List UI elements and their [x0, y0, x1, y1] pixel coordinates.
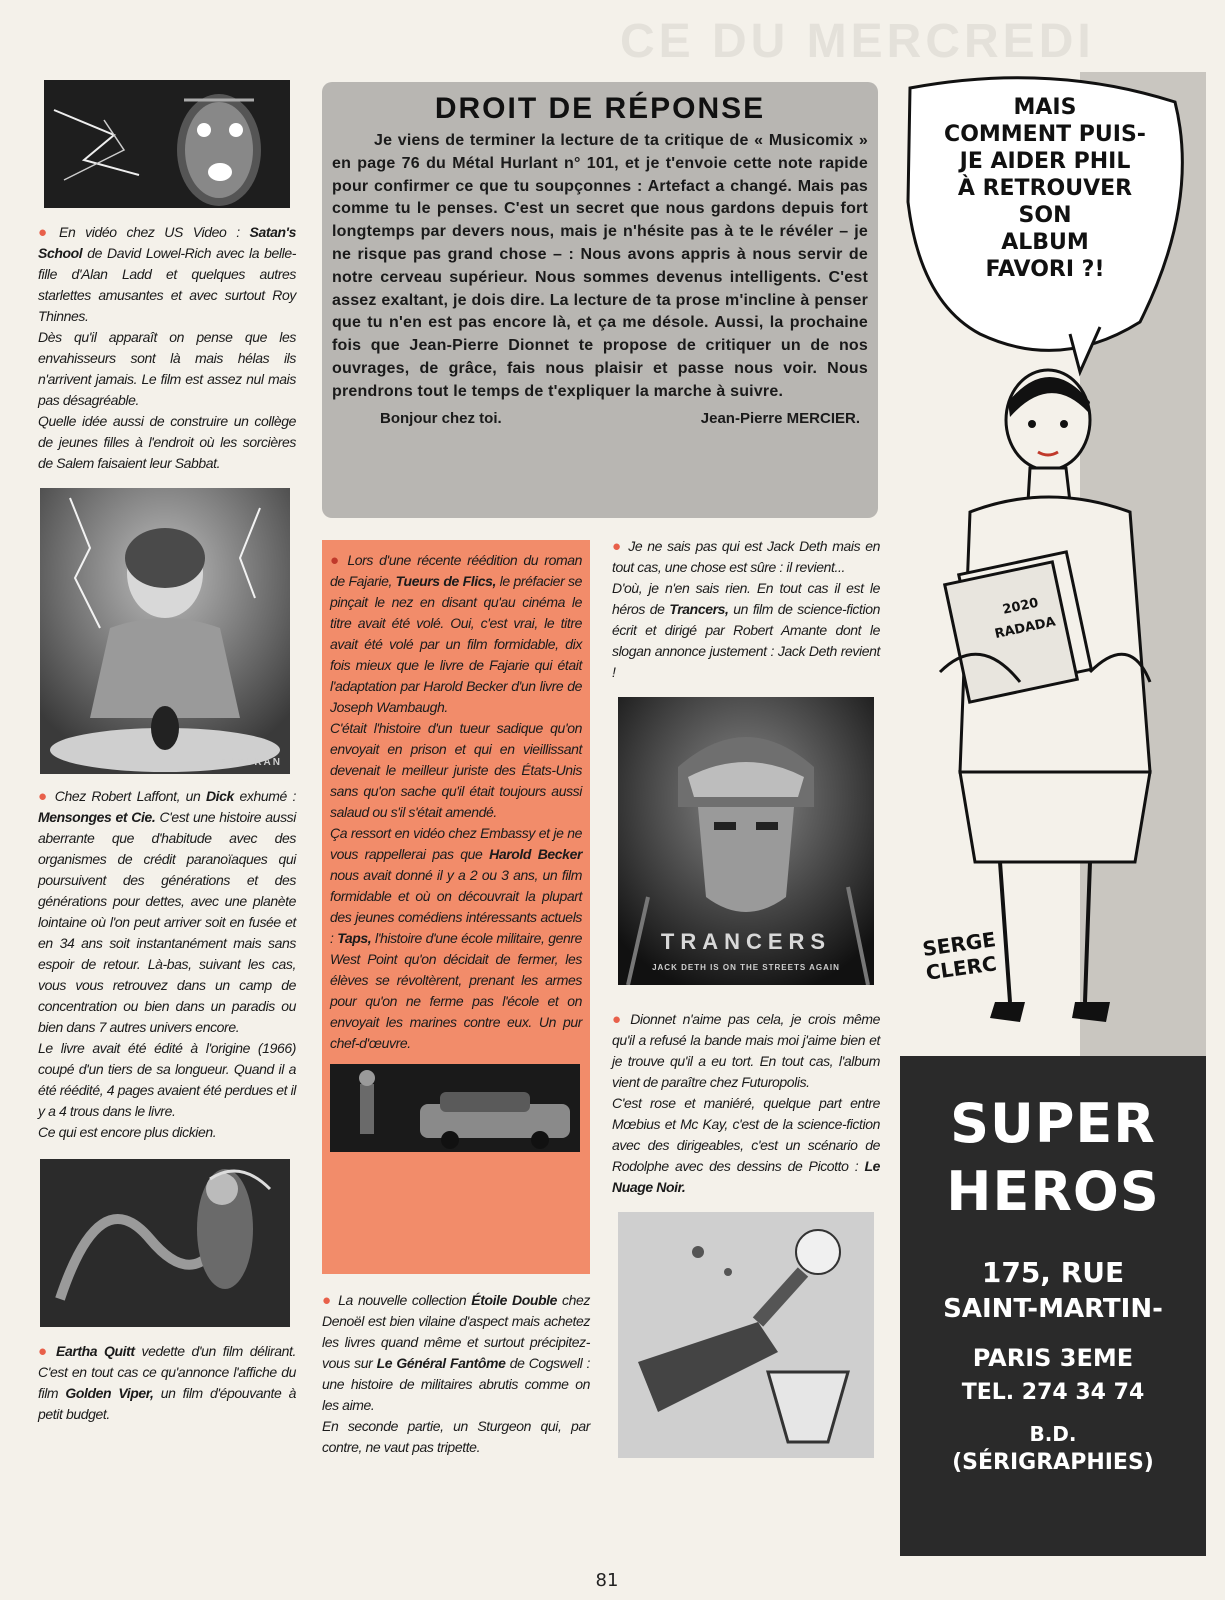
ad-serigraphies: (SÉRIGRAPHIES) — [952, 1450, 1154, 1475]
text: Dionnet n'aime pas cela, je crois même qu'il a refusé la bande mais moi j'aime bien et je trouve qu'il a eu tort. En tout cas, l'album vient de paraître chez Futuropolis. — [612, 1011, 880, 1090]
boy-storm-illustration — [40, 488, 290, 774]
paragraph: C'était l'histoire d'un tueur sadique qu'on envoyait en prison et qui en vieillissant devenait le meilleur juriste des États-Unis sans qu'on sache qu'il était toujours aussi salaud ou s'il s'était amendé. — [330, 720, 582, 820]
photo-trancers-poster — [618, 697, 874, 985]
paragraph: Le livre avait été édité à l'origine (1966) coupé d'un tiers de sa longueur. Quand il a été réédité, 4 pages avaient été perdues et il y a 4 trous dans le livre. — [38, 1040, 296, 1119]
director-name: Harold Becker — [489, 846, 583, 862]
ad-city: PARIS 3EME — [972, 1344, 1134, 1372]
speech-bubble-text — [920, 94, 1170, 283]
droit-signoff — [332, 410, 868, 427]
text: C'est une histoire aussi aberrante que d'habitude avec des organismes de crédit paranoïaques qui poursuivent des générations et des générations pour dettes, avec une planète lointaine où l'on peut arriver soit en fusée et en 34 ans soit instantanément mais sans espoir de retour. Là-bas, suivant les cas, vous vous retrouvez dans un camp de concentration ou bien dans un paradis ou bien dans 7 autres univers encore. — [38, 809, 296, 1035]
article-etoile-double — [322, 1290, 590, 1458]
text: En vidéo chez US Video : — [59, 224, 250, 240]
bubble-line: MAIS — [1013, 95, 1077, 120]
ad-phone: TEL. 274 34 74 — [961, 1380, 1145, 1405]
photo-golden-viper — [40, 1159, 290, 1327]
article-tueurs-de-flics — [330, 550, 582, 1054]
photo-nuage-noir — [618, 1212, 874, 1458]
artist-signature — [921, 927, 1001, 985]
bottle-glass-illustration — [618, 1212, 874, 1458]
super-heros-ad — [900, 1056, 1206, 1556]
bullet-icon: ● — [612, 538, 623, 555]
text: un film de science-fiction écrit et dirigé par Robert Amante dont le slogan annonce justement : Jack Deth revient ! — [612, 601, 880, 680]
album-line: RADADA — [993, 614, 1057, 643]
film-title: Taps, — [337, 930, 372, 946]
bullet-icon: ● — [330, 552, 342, 569]
text: de Cogswell : une histoire de militaires abrutis comme on les aime. — [322, 1355, 590, 1413]
etoile-column — [322, 1290, 590, 1458]
bullet-icon: ● — [612, 1011, 625, 1028]
text: C'est rose et maniéré, quelque part entre Mœbius et Mc Kay, c'est de la science-fiction avec des dirigeables, c'est un scénario de Rodolphe avec des dessins de Picotto : — [612, 1095, 880, 1174]
text: Chez Robert Laffont, un — [54, 788, 206, 804]
ad-bd: B.D. — [1029, 1422, 1077, 1446]
photo-police-car — [330, 1064, 580, 1152]
droit-letter: Je viens de terminer la lecture de ta critique de « Musicomix » en page 76 du Métal Hurlant n° 101, et je t'envoie cette note rapide pour confirmer ce que tu soupçonnes : Artefact a changé. Mais pas comme tu le penses. C'est un secret que nous gardons depuis fort longtemps par devers nous, mais je n'hésite pas à te le révéler – je ne risque pas grand chose – : Nous avons appris à nous servir de notre cerveau supérieur. Nous sommes devenus intelligents. C'est assez exaltant, je dois dire. La lecture de ta prose m'incline à penser que tu n'en est pas encore là, et ça me désole. Aussi, la prochaine fois que Jean-Pierre Dionnet te propose de critiquer un de nos ouvrages, de grâce, fais nous plaisir et passe nous voir. Nous prendrons tout le temps de t'expliquer la marche à suivre. — [332, 132, 868, 400]
bullet-icon: ● — [38, 788, 49, 805]
right-text-column — [612, 536, 880, 1458]
ad-address-1: 175, RUE — [981, 1256, 1125, 1289]
photo-caption: FUTURAN — [219, 757, 282, 768]
text: La nouvelle collection — [338, 1292, 472, 1308]
text: un film d'épouvante à petit budget. — [38, 1385, 296, 1422]
bullet-icon: ● — [38, 224, 54, 241]
article-eartha-quitt — [38, 1341, 296, 1425]
droit-de-reponse-box — [322, 82, 878, 518]
photo-satans-school — [44, 80, 290, 208]
collection-title: Étoile Double — [471, 1292, 558, 1308]
text: vedette d'un film délirant. C'est en tout cas ce qu'annonce l'affiche du film — [38, 1343, 296, 1401]
text: nous avait donné il y a 2 ou 3 ans, un film formidable et où on découvrait la plupart des jeunes comédiens intéressants actuels : — [330, 867, 582, 946]
bubble-line: FAVORI ?! — [985, 257, 1105, 282]
bubble-line: COMMENT PUIS- — [944, 122, 1146, 147]
text: l'histoire d'une école militaire, genre West Point qu'on décidait de fermer, les élèves se révoltèrent, prenant les armes pour qu'on ne ferme pas l'école et on envoyait les marines contre eux. Un pur chef-d'œuvre. — [330, 930, 582, 1051]
greeting: Bonjour chez toi. — [380, 409, 502, 427]
text: chez Denoël est bien vilaine d'aspect mais achetez les livres quand même et surtout précipitez-vous sur — [322, 1292, 591, 1371]
photo-futuran-poster — [40, 488, 290, 774]
author-name: Dick — [205, 788, 234, 804]
bullet-icon: ● — [38, 1343, 51, 1360]
film-title: Golden Viper, — [65, 1385, 154, 1401]
artist-line: SERGE — [921, 927, 998, 962]
paragraph: En seconde partie, un Sturgeon qui, par contre, ne vaut pas tripette. — [322, 1418, 590, 1455]
album-line: 2020 — [1001, 595, 1040, 618]
trancers-title: TRANCERS — [660, 929, 832, 954]
article-satans-school — [38, 222, 296, 474]
text: D'où, je n'en sais rien. En tout cas il est le héros de — [612, 580, 880, 617]
article-nuage-noir — [612, 1009, 880, 1198]
paragraph: Ce qui est encore plus dickien. — [38, 1124, 217, 1140]
bullet-icon: ● — [322, 1292, 333, 1309]
ad-line-heros: HEROS — [946, 1160, 1160, 1223]
droit-title: DROIT DE RÉPONSE — [434, 92, 766, 125]
text: Ça ressort en vidéo chez Embassy et je ne vous rappellerai pas que — [330, 825, 582, 862]
ad-line-super: SUPER — [950, 1092, 1156, 1155]
film-title: Satan's School — [38, 224, 296, 261]
article-mensonges — [38, 786, 296, 1143]
bubble-line: À RETROUVER — [957, 176, 1133, 201]
text: le préfacier se pinçait le nez en disant qu'au cinéma le titre avait été volé. Oui, c'est vrai, le titre avait été volé par un film formidable, dix fois mieux que le livre de Fajarie qui était l'adaptation par Harold Becker d'un livre de Joseph Wambaugh. — [330, 573, 583, 715]
orange-box — [322, 540, 590, 1274]
text: Je ne sais pas qui est Jack Deth mais en tout cas, une chose est sûre : il revient... — [612, 538, 880, 575]
trancers-tagline: JACK DETH IS ON THE STREETS AGAIN — [652, 963, 840, 972]
signature: Jean-Pierre MERCIER. — [700, 409, 860, 427]
bubble-line: SON — [1018, 203, 1072, 228]
film-title: Trancers, — [669, 601, 729, 617]
text: exhumé : — [233, 788, 296, 804]
text: Lors d'une récente réédition du roman de Fajarie, — [330, 552, 582, 589]
page-number: 81 — [595, 1570, 619, 1591]
police-car-illustration — [330, 1064, 580, 1152]
article-jack-deth — [612, 536, 880, 683]
actress-name: Eartha Quitt — [56, 1343, 135, 1359]
bubble-line: JE AIDER PHIL — [959, 149, 1131, 174]
book-title: Mensonges et Cie. — [38, 809, 156, 825]
book-title: Le Général Fantôme — [376, 1355, 506, 1371]
book-title: Tueurs de Flics, — [395, 573, 496, 589]
ghost-header: CE DU MERCREDI — [620, 15, 1095, 68]
left-column — [38, 80, 296, 1425]
snake-woman-illustration — [40, 1159, 290, 1327]
paragraph: Quelle idée aussi de construire un collège de jeunes filles à l'endroit où les sorcières de Salem faisaient leur Sabbat. — [38, 413, 296, 471]
album-title: Le Nuage Noir. — [612, 1158, 880, 1195]
paragraph: Dès qu'il apparaît on pense que les envahisseurs sont là mais hélas ils n'arrivent jamais. Le film est assez nul mais pas désagréable. — [38, 329, 296, 408]
text: de David Lowel-Rich avec la belle-fille d'Alan Ladd et quelques autres starlettes amusantes et avec surtout Roy Thinnes. — [38, 245, 296, 324]
bubble-line: ALBUM — [1001, 230, 1089, 255]
serge-clerc-illustration — [900, 72, 1206, 1056]
ad-address-2: SAINT-MARTIN- — [943, 1294, 1163, 1324]
artist-line: CLERC — [924, 951, 999, 985]
robot-face-illustration — [44, 80, 290, 208]
